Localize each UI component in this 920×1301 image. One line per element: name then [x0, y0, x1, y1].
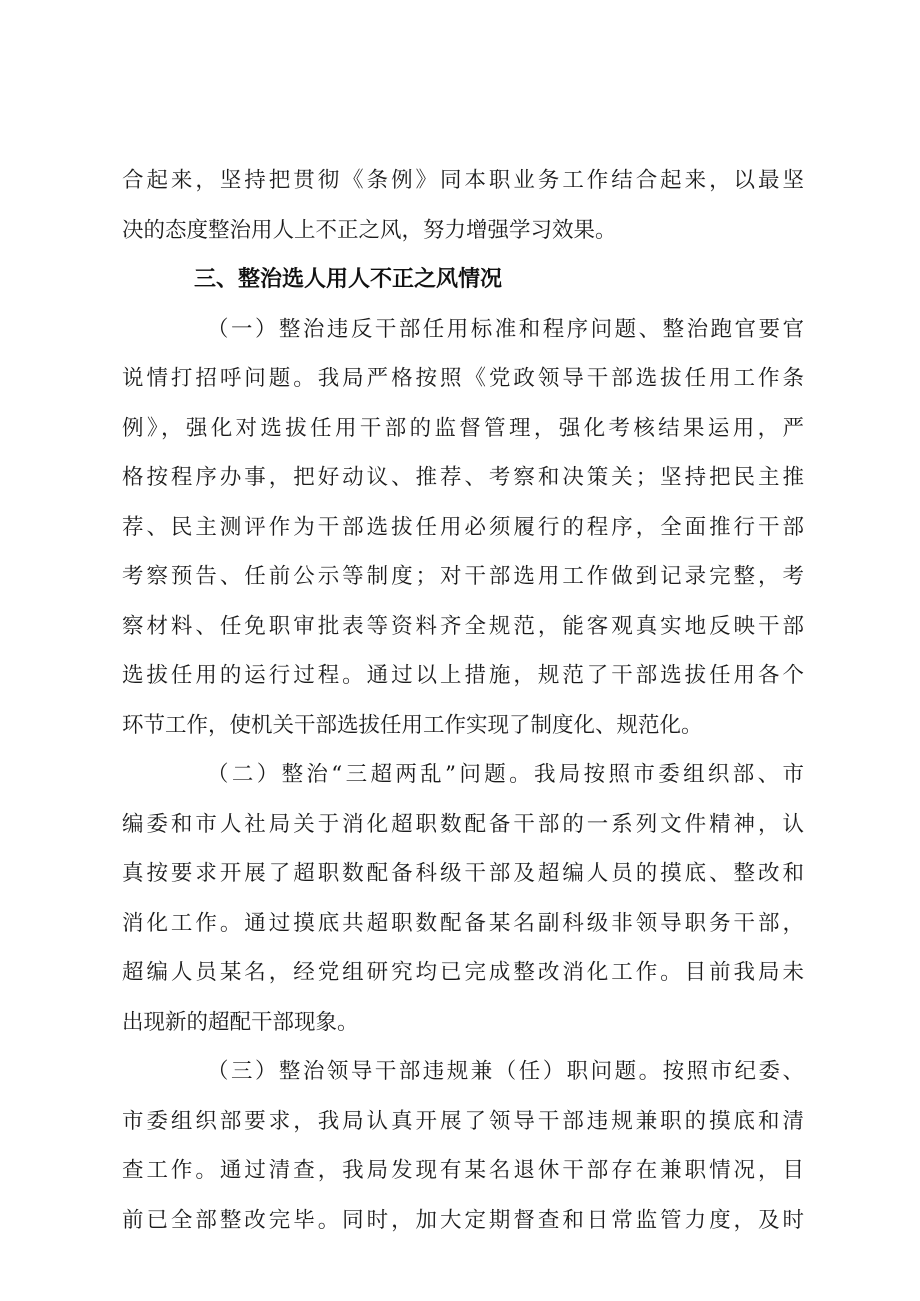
text-line: 查工作。通过清查，我局发现有某名退休干部存在兼职情况，目 — [122, 1158, 804, 1183]
text-line: （二）整治“三超两乱”问题。我局按照市委组织部、市 — [207, 762, 804, 787]
text-line: 编委和市人社局关于消化超职数配备干部的一系列文件精神，认 — [122, 811, 804, 837]
text-line: 荐、民主测评作为干部选拔任用必须履行的程序，全面推行干部 — [122, 514, 804, 540]
text-line: （一）整治违反干部任用标准和程序问题、整治跑官要官 — [207, 316, 804, 342]
text-line: 例》，强化对选拔任用干部的监督管理，强化考核结果运用，严 — [122, 415, 804, 441]
text-line: 考察预告、任前公示等制度；对干部选用工作做到记录完整，考 — [122, 564, 804, 589]
text-line: 超编人员某名，经党组研究均已完成整改消化工作。目前我局未 — [122, 960, 804, 985]
document-body — [122, 156, 804, 1245]
text-line: 消化工作。通过摸底共超职数配备某名副科级非领导职务干部， — [122, 910, 804, 936]
text-line: 选拔任用的运行过程。通过以上措施，规范了干部选拔任用各个 — [122, 663, 804, 688]
paragraph-cadre-selection — [122, 305, 804, 751]
text-line: （三）整治领导干部违规兼（任）职问题。按照市纪委、 — [207, 1059, 804, 1084]
paragraph-concurrent-posts — [122, 1047, 804, 1245]
text-line: 决的态度整治用人上不正之风，努力增强学习效果。 — [122, 217, 617, 243]
text-line: 察材料、任免职审批表等资料齐全规范，能客观真实地反映干部 — [122, 613, 804, 639]
continuation-paragraph — [122, 156, 804, 255]
text-line: 市委组织部要求，我局认真开展了领导干部违规兼职的摸底和清 — [122, 1108, 804, 1134]
text-line: 前已全部整改完毕。同时，加大定期督查和日常监管力度，及时 — [122, 1207, 804, 1233]
text-line: 说情打招呼问题。我局严格按照《党政领导干部选拔任用工作条 — [122, 366, 804, 391]
section-heading: 三、整治选人用人不正之风情况 — [194, 267, 503, 292]
text-line: 环节工作，使机关干部选拔任用工作实现了制度化、规范化。 — [122, 712, 703, 738]
text-line: 合起来，坚持把贯彻《条例》同本职业务工作结合起来，以最坚 — [122, 168, 804, 193]
text-line: 格按程序办事，把好动议、推荐、考察和决策关；坚持把民主推 — [122, 465, 804, 490]
text-line: 真按要求开展了超职数配备科级干部及超编人员的摸底、整改和 — [122, 861, 804, 886]
text-line: 出现新的超配干部现象。 — [122, 1009, 359, 1035]
paragraph-three-excess-two-chaos — [122, 750, 804, 1047]
